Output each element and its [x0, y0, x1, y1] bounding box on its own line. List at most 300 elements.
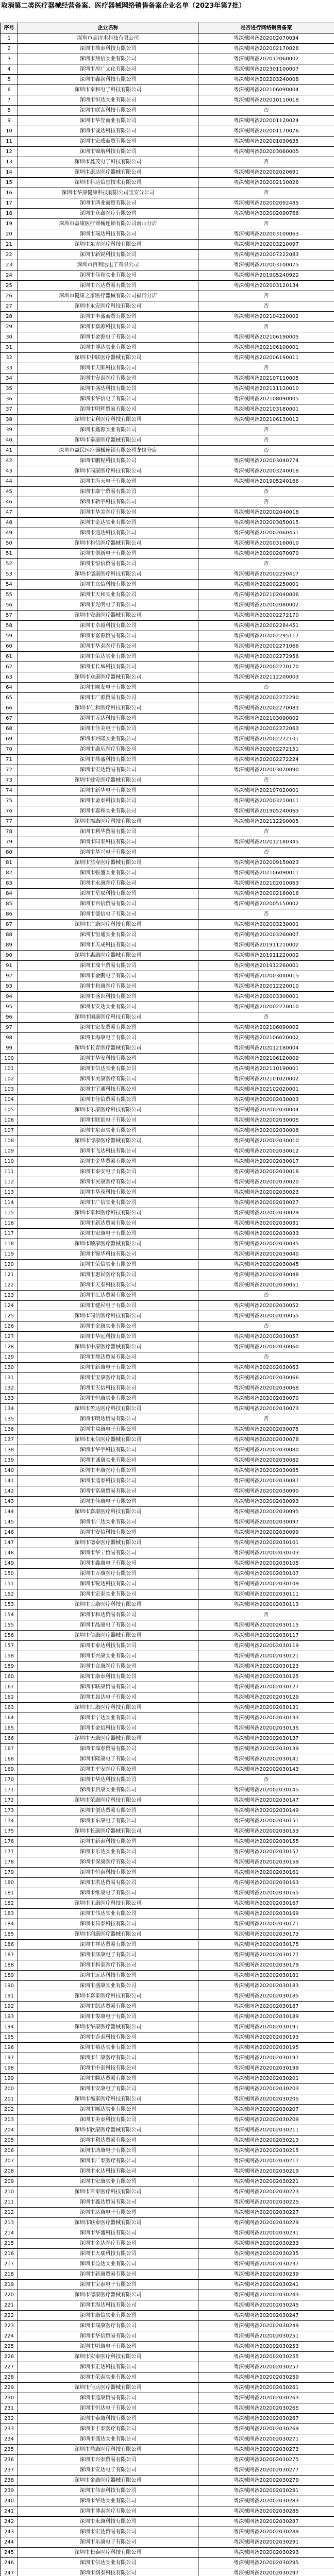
- table-row: [1, 878, 334, 889]
- company-name: 深圳市通康贸易有限公司: [18, 2393, 198, 2403]
- company-name: 深圳市广康医疗科技有限公司: [18, 920, 198, 930]
- table-row: [1, 147, 334, 157]
- network-sales-record: 否: [198, 425, 334, 435]
- row-index: 141: [1, 1476, 18, 1486]
- row-index: 153: [1, 1600, 18, 1610]
- row-index: 218: [1, 2269, 18, 2280]
- network-sales-record: 粤深械网备202002030225: [198, 2197, 334, 2208]
- row-index: 166: [1, 1734, 18, 1744]
- table-row: [1, 693, 334, 703]
- company-name: 深圳市丰泰医疗有限公司: [18, 2424, 198, 2434]
- row-index: 109: [1, 1146, 18, 1157]
- network-sales-record: 粤深械网备202002030157: [198, 1847, 334, 1857]
- row-index: 200: [1, 2084, 18, 2094]
- company-name: 深圳市德信电子有限公司: [18, 909, 198, 920]
- table-row: [1, 1785, 334, 1795]
- table-row: [1, 322, 334, 332]
- network-sales-record: 粤深械网备202002030012: [198, 1146, 334, 1157]
- company-name: 深圳市汇达贸易有限公司: [18, 1291, 198, 1301]
- table-row: [1, 2043, 334, 2053]
- row-index: 44: [1, 477, 18, 487]
- network-sales-record: 粤深械网备202002030171: [198, 1919, 334, 1929]
- network-sales-record: 粤深械网备202002030121: [198, 1651, 334, 1662]
- table-row: [1, 1837, 334, 1847]
- company-name: 深圳市恒泰科技有限公司: [18, 1868, 198, 1878]
- table-row: [1, 2197, 334, 2208]
- row-index: 136: [1, 1425, 18, 1435]
- table-row: [1, 1260, 334, 1270]
- table-row: [1, 1662, 334, 1672]
- row-index: 77: [1, 817, 18, 827]
- row-index: 60: [1, 641, 18, 652]
- network-sales-record: 粤深械网备202002272224: [198, 755, 334, 765]
- row-index: 129: [1, 1352, 18, 1363]
- company-name: 深圳市同泰科技有限公司: [18, 837, 198, 848]
- network-sales-record: 粤深械网备202002030027: [198, 1198, 334, 1208]
- row-index: 55: [1, 590, 18, 600]
- company-name: 深圳市泰康科技有限公司: [18, 2414, 198, 2424]
- row-index: 225: [1, 2342, 18, 2352]
- row-index: 137: [1, 1435, 18, 1445]
- row-index: 41: [1, 446, 18, 456]
- company-name: 深圳市康信实业有限公司: [18, 2311, 198, 2321]
- network-sales-record: 否: [198, 435, 334, 446]
- company-name: 深圳市海康电子有限公司: [18, 1033, 198, 1043]
- table-row: [1, 1435, 334, 1445]
- row-index: 127: [1, 1332, 18, 1342]
- table-row: [1, 518, 334, 528]
- network-sales-record: 粤深械网备202002030185: [198, 1991, 334, 2002]
- company-name: 深圳市金康实业有限公司: [18, 1321, 198, 1332]
- table-row: [1, 178, 334, 188]
- company-name: 深圳市天信科技有限公司: [18, 1383, 198, 1394]
- network-sales-record: 粤深械网备202002295117: [198, 631, 334, 641]
- network-sales-record: 粤深械网备202002030165: [198, 1888, 334, 1899]
- table-row: [1, 1868, 334, 1878]
- company-name: 深圳市金康医疗器械有限公司: [18, 2476, 198, 2486]
- network-sales-record: 粤深械网备202002030117: [198, 1631, 334, 1641]
- row-index: 154: [1, 1610, 18, 1620]
- row-index: 135: [1, 1414, 18, 1425]
- network-sales-record: 粤深械网备202002080002: [198, 600, 334, 611]
- table-row: [1, 1507, 334, 1517]
- network-sales-record: 粤深械网备202002030243: [198, 2290, 334, 2300]
- company-name: 深圳市博泰医疗有限公司: [18, 2506, 198, 2517]
- table-row: [1, 2146, 334, 2156]
- network-sales-record: 粤深械网备202002030259: [198, 2372, 334, 2383]
- table-row: [1, 435, 334, 446]
- network-sales-record: 粤深械网备202002030205: [198, 2094, 334, 2105]
- network-sales-record: 否: [198, 1291, 334, 1301]
- company-name: 深圳市安达实业有限公司: [18, 1002, 198, 1012]
- row-index: 88: [1, 930, 18, 940]
- company-name: 深圳市华信贸易有限公司: [18, 2331, 198, 2342]
- row-index: 40: [1, 435, 18, 446]
- company-name: 深圳市新康贸易有限公司: [18, 2269, 198, 2280]
- company-name: 深圳市天和实业有限公司: [18, 590, 198, 600]
- table-row: [1, 786, 334, 796]
- table-row: [1, 497, 334, 507]
- network-sales-record: 粤深械网备202002030195: [198, 2043, 334, 2053]
- row-index: 139: [1, 1455, 18, 1466]
- row-index: 65: [1, 693, 18, 703]
- network-sales-record: 否: [198, 497, 334, 507]
- network-sales-record: 否: [198, 1775, 334, 1785]
- network-sales-record: 粤深械网备202002030223: [198, 2187, 334, 2197]
- company-name: 深圳市祥达贸易有限公司: [18, 1940, 198, 1950]
- row-index: 178: [1, 1857, 18, 1868]
- table-row: [1, 1126, 334, 1136]
- table-row: [1, 2445, 334, 2455]
- table-row: [1, 1363, 334, 1373]
- row-index: 229: [1, 2383, 18, 2393]
- network-sales-record: 粤深械网备202002030017: [198, 1157, 334, 1167]
- network-sales-record: 粤深械网备202002030269: [198, 2424, 334, 2434]
- row-index: 193: [1, 2012, 18, 2022]
- table-row: [1, 2187, 334, 2197]
- table-row: [1, 363, 334, 374]
- row-index: 49: [1, 528, 18, 538]
- table-row: [1, 209, 334, 219]
- row-index: 133: [1, 1394, 18, 1404]
- row-index: 125: [1, 1311, 18, 1321]
- row-index: 138: [1, 1445, 18, 1455]
- table-row: [1, 662, 334, 672]
- company-name: 深圳市宝利医疗科技有限公司: [18, 415, 198, 425]
- network-sales-record: 粤深械网备202002270010: [198, 1002, 334, 1012]
- row-index: 4: [1, 64, 18, 75]
- row-index: 123: [1, 1291, 18, 1301]
- row-index: 46: [1, 497, 18, 507]
- row-index: 71: [1, 755, 18, 765]
- company-name: 深圳市泰安电子有限公司: [18, 1167, 198, 1177]
- network-sales-record: 粤深械网备202102040006: [198, 590, 334, 600]
- network-sales-record: 粤深械网备202003050015: [198, 518, 334, 528]
- company-name: 深圳市启康实业有限公司: [18, 1785, 198, 1795]
- table-row: [1, 1940, 334, 1950]
- company-name: 深圳市康乐医疗有限公司: [18, 744, 198, 755]
- table-row: [1, 1476, 334, 1486]
- company-name: 深圳市高诗木科技有限公司: [18, 33, 198, 44]
- table-row: [1, 1311, 334, 1321]
- network-sales-record: 粤深械网备202002030111: [198, 1589, 334, 1600]
- company-name: 深圳市安信科技有限公司: [18, 1528, 198, 1538]
- company-name: 深圳市立信科技有限公司: [18, 580, 198, 590]
- company-name: 深圳市中康医疗器械有限公司: [18, 1342, 198, 1352]
- company-name: 深圳市顺发电子有限公司: [18, 683, 198, 693]
- row-index: 226: [1, 2352, 18, 2362]
- table-row: [1, 641, 334, 652]
- table-row: [1, 1589, 334, 1600]
- table-row: [1, 858, 334, 868]
- company-name: 深圳市新锐科技有限公司: [18, 250, 198, 260]
- table-row: [1, 631, 334, 641]
- table-row: [1, 1321, 334, 1332]
- table-row: [1, 1373, 334, 1383]
- table-row: [1, 2383, 334, 2393]
- row-index: 50: [1, 538, 18, 549]
- company-name: 深圳市明达贸易有限公司: [18, 1414, 198, 1425]
- network-sales-record: 粤深械网备202003160010: [198, 538, 334, 549]
- table-row: [1, 600, 334, 611]
- table-row: [1, 2311, 334, 2321]
- row-index: 185: [1, 1929, 18, 1940]
- company-name: 深圳市鸿康电子有限公司: [18, 2146, 198, 2156]
- row-index: 36: [1, 394, 18, 404]
- row-index: 17: [1, 198, 18, 209]
- network-sales-record: 粤深械网备202002030093: [198, 1497, 334, 1507]
- row-index: 18: [1, 209, 18, 219]
- network-sales-record: 粤深械网备202002030075: [198, 1425, 334, 1435]
- network-sales-record: 粤深械网备202002030151: [198, 1816, 334, 1826]
- row-index: 207: [1, 2156, 18, 2166]
- company-table: [0, 23, 334, 2576]
- table-row: [1, 2496, 334, 2506]
- document-title: 取消第二类医疗器械经营备案、医疗器械网络销售备案企业名单（2023年第7批）: [1, 2, 246, 10]
- company-name: 深圳市嘉康医疗科技有限公司: [18, 1507, 198, 1517]
- row-index: 122: [1, 1280, 18, 1291]
- network-sales-record: 粤深械网备202103180001: [198, 404, 334, 415]
- network-sales-record: 粤深械网备202002030249: [198, 2321, 334, 2331]
- row-index: 94: [1, 992, 18, 1002]
- row-index: 181: [1, 1888, 18, 1899]
- company-name: 深圳市安康电子有限公司: [18, 2084, 198, 2094]
- company-name: 深圳市宏康电子有限公司: [18, 1229, 198, 1239]
- company-name: 深圳市晨达电子有限公司: [18, 1692, 198, 1703]
- network-sales-record: 粤深械网备202002030090: [198, 1486, 334, 1497]
- network-sales-record: 粤深械网备202003210097: [198, 240, 334, 250]
- row-index: 30: [1, 332, 18, 343]
- row-index: 74: [1, 786, 18, 796]
- network-sales-record: 粤深械网备202002030107: [198, 1569, 334, 1579]
- network-sales-record: 粤深械网备202002030219: [198, 2166, 334, 2177]
- row-index: 100: [1, 1054, 18, 1064]
- table-row: [1, 1291, 334, 1301]
- table-row: [1, 611, 334, 621]
- row-index: 70: [1, 744, 18, 755]
- table-row: [1, 817, 334, 827]
- network-sales-record: 粤深械网备202002030085: [198, 1466, 334, 1476]
- company-name: 深圳市瑞泰贸易有限公司: [18, 1744, 198, 1754]
- row-index: 169: [1, 1765, 18, 1775]
- table-row: [1, 2403, 334, 2414]
- company-name: 深圳市宁达实业有限公司: [18, 1713, 198, 1723]
- company-name: 深圳市宝泰电子有限公司: [18, 2280, 198, 2290]
- company-name: 深圳市德康医疗科技有限公司: [18, 569, 198, 580]
- row-index: 241: [1, 2506, 18, 2517]
- company-name: 深圳市荣康医疗科技有限公司: [18, 1795, 198, 1806]
- row-index: 204: [1, 2125, 18, 2136]
- table-row: [1, 2012, 334, 2022]
- table-row: [1, 456, 334, 466]
- table-row: [1, 2074, 334, 2084]
- company-name: 深圳市鼎泰科技有限公司: [18, 44, 198, 54]
- network-sales-record: 粤深械网备202002030281: [198, 2486, 334, 2496]
- network-sales-record: 粤深械网备202003100063: [198, 229, 334, 240]
- table-row: [1, 198, 334, 209]
- company-name: 深圳市飞达科技有限公司: [18, 1146, 198, 1157]
- company-name: 深圳市厚广文化有限公司: [18, 64, 198, 75]
- row-index: 1: [1, 33, 18, 44]
- network-sales-record: 粤深械网备202002030285: [198, 2506, 334, 2517]
- table-row: [1, 1816, 334, 1826]
- row-index: 11: [1, 137, 18, 147]
- table-row: [1, 1692, 334, 1703]
- company-name: 深圳市永达科技有限公司: [18, 2166, 198, 2177]
- table-row: [1, 1971, 334, 1981]
- network-sales-record: 粤深械网备202002030257: [198, 2362, 334, 2372]
- row-index: 183: [1, 1909, 18, 1919]
- company-name: 深圳市永康医疗有限公司: [18, 878, 198, 889]
- company-name: 深圳市仁康医疗有限公司: [18, 2053, 198, 2063]
- company-name: 深圳市润康医疗器械有限公司: [18, 1929, 198, 1940]
- row-index: 227: [1, 2362, 18, 2372]
- network-sales-record: 粤深械网备202106100001: [198, 343, 334, 353]
- company-name: 深圳市腾达贸易有限公司: [18, 2074, 198, 2084]
- row-index: 119: [1, 1249, 18, 1260]
- company-name: 深圳市长康医疗器械有限公司: [18, 1826, 198, 1837]
- row-index: 101: [1, 1064, 18, 1074]
- table-row: [1, 2105, 334, 2115]
- network-sales-record: 粤深械网备202002272290: [198, 693, 334, 703]
- table-row: [1, 2094, 334, 2105]
- table-row: [1, 1857, 334, 1868]
- network-sales-record: 否: [198, 683, 334, 693]
- network-sales-record: 粤深械网备202002030113: [198, 1600, 334, 1610]
- table-row: [1, 1208, 334, 1218]
- company-name: 深圳市盛达科技有限公司: [18, 384, 198, 394]
- company-name: 深圳市盛康实业有限公司: [18, 1981, 198, 1991]
- row-index: 205: [1, 2136, 18, 2146]
- company-name: 深圳市金华贸易有限公司: [18, 1157, 198, 1167]
- table-row: [1, 1538, 334, 1548]
- network-sales-record: 粤深械网备202002030291: [198, 2537, 334, 2548]
- network-sales-record: 粤深械网备202002170028: [198, 44, 334, 54]
- company-name: 深圳市天成科技有限公司: [18, 940, 198, 951]
- company-name: 深圳市东康电子有限公司: [18, 1816, 198, 1826]
- network-sales-record: 粤深械网备202002030073: [198, 1404, 334, 1414]
- company-name: 深圳市佳达医疗器械有限公司: [18, 2383, 198, 2393]
- row-index: 34: [1, 374, 18, 384]
- network-sales-record: 粤深械网备202002030191: [198, 2022, 334, 2032]
- company-name: 深圳市东方医疗科技有限公司: [18, 240, 198, 250]
- company-name: 深圳市德康医疗器械有限公司: [18, 2290, 198, 2300]
- row-index: 197: [1, 2053, 18, 2063]
- row-index: 216: [1, 2249, 18, 2259]
- row-index: 217: [1, 2259, 18, 2269]
- table-row: [1, 2558, 334, 2568]
- row-index: 14: [1, 167, 18, 178]
- table-row: [1, 2517, 334, 2527]
- company-name: 深圳市锐达科技有限公司: [18, 1579, 198, 1589]
- network-sales-record: 粤深械网备202112200005: [198, 817, 334, 827]
- table-row: [1, 755, 334, 765]
- network-sales-record: 粤深械网备202107020001: [198, 786, 334, 796]
- company-name: 深圳市华信电子有限公司: [18, 394, 198, 404]
- company-name: 深圳市康泰科技有限公司: [18, 1672, 198, 1682]
- company-name: 深圳市益寿医疗器械有限公司: [18, 858, 198, 868]
- table-row: [1, 240, 334, 250]
- row-index: 214: [1, 2228, 18, 2239]
- company-name: 深圳市中联医疗器械有限公司: [18, 353, 198, 363]
- row-index: 31: [1, 343, 18, 353]
- company-name: 深圳市美泰科技有限公司: [18, 2115, 198, 2125]
- company-name: 深圳市安泰医疗有限公司: [18, 374, 198, 384]
- table-row: [1, 1229, 334, 1239]
- table-row: [1, 1610, 334, 1620]
- row-index: 76: [1, 806, 18, 817]
- row-index: 162: [1, 1692, 18, 1703]
- network-sales-record: 否: [198, 559, 334, 569]
- row-index: 29: [1, 322, 18, 332]
- row-index: 186: [1, 1940, 18, 1950]
- table-row: [1, 724, 334, 734]
- network-sales-record: 粤深械网备202012180345: [198, 837, 334, 848]
- row-index: 8: [1, 106, 18, 116]
- network-sales-record: 粤深械网备202003260007: [198, 930, 334, 940]
- network-sales-record: 粤深械网备202002030147: [198, 1795, 334, 1806]
- network-sales-record: 粤深械网备202002030023: [198, 1188, 334, 1198]
- row-index: 201: [1, 2094, 18, 2105]
- network-sales-record: 否: [198, 1352, 334, 1363]
- network-sales-record: 粤深械网备202002030161: [198, 1868, 334, 1878]
- network-sales-record: 粤深械网备202002030066: [198, 1373, 334, 1383]
- row-index: 83: [1, 878, 18, 889]
- network-sales-record: 粤深械网备202007222083: [198, 250, 334, 260]
- company-name: 深圳市乐达实业有限公司: [18, 1847, 198, 1857]
- row-index: 160: [1, 1672, 18, 1682]
- company-name: 深圳市荣泰实业有限公司: [18, 2372, 198, 2383]
- row-index: 237: [1, 2465, 18, 2476]
- network-sales-record: 粤深械网备202002272956: [198, 652, 334, 662]
- network-sales-record: 粤深械网备202009150023: [198, 858, 334, 868]
- company-name: 深圳市锦华科技有限公司: [18, 1249, 198, 1260]
- company-name: 深圳市恒信贸易有限公司: [18, 559, 198, 569]
- table-row: [1, 672, 334, 683]
- network-sales-record: 粤深械网备202002030227: [198, 2208, 334, 2218]
- table-row: [1, 33, 334, 44]
- table-row: [1, 1115, 334, 1126]
- company-name: 深圳市鼎康医疗科技有限公司: [18, 2445, 198, 2455]
- table-row: [1, 1105, 334, 1115]
- table-row: [1, 1909, 334, 1919]
- table-row: [1, 85, 334, 95]
- company-name: 深圳市天瑞科技有限公司: [18, 2249, 198, 2259]
- table-row: [1, 1888, 334, 1899]
- row-index: 179: [1, 1868, 18, 1878]
- table-row: [1, 1806, 334, 1816]
- row-index: 26: [1, 291, 18, 301]
- network-sales-record: 粤深械网备202101020002: [198, 1074, 334, 1084]
- company-name: 深圳市俊康电子有限公司: [18, 2012, 198, 2022]
- company-name: 深圳市中泰科技有限公司: [18, 2063, 198, 2074]
- table-row: [1, 703, 334, 714]
- network-sales-record: 否: [198, 1610, 334, 1620]
- table-row: [1, 404, 334, 415]
- table-row: [1, 1033, 334, 1043]
- row-index: 42: [1, 456, 18, 466]
- row-index: 25: [1, 281, 18, 291]
- row-index: 22: [1, 250, 18, 260]
- company-name: 深圳市华康医疗器械有限公司: [18, 2022, 198, 2032]
- row-index: 96: [1, 1012, 18, 1023]
- table-row: [1, 260, 334, 270]
- company-name: 深圳市益达实业有限公司: [18, 2259, 198, 2269]
- table-row: [1, 1167, 334, 1177]
- network-sales-record: 否: [198, 301, 334, 312]
- company-name: 深圳市鹏程科技有限公司: [18, 456, 198, 466]
- company-name: 深圳市宇通科技有限公司: [18, 1084, 198, 1095]
